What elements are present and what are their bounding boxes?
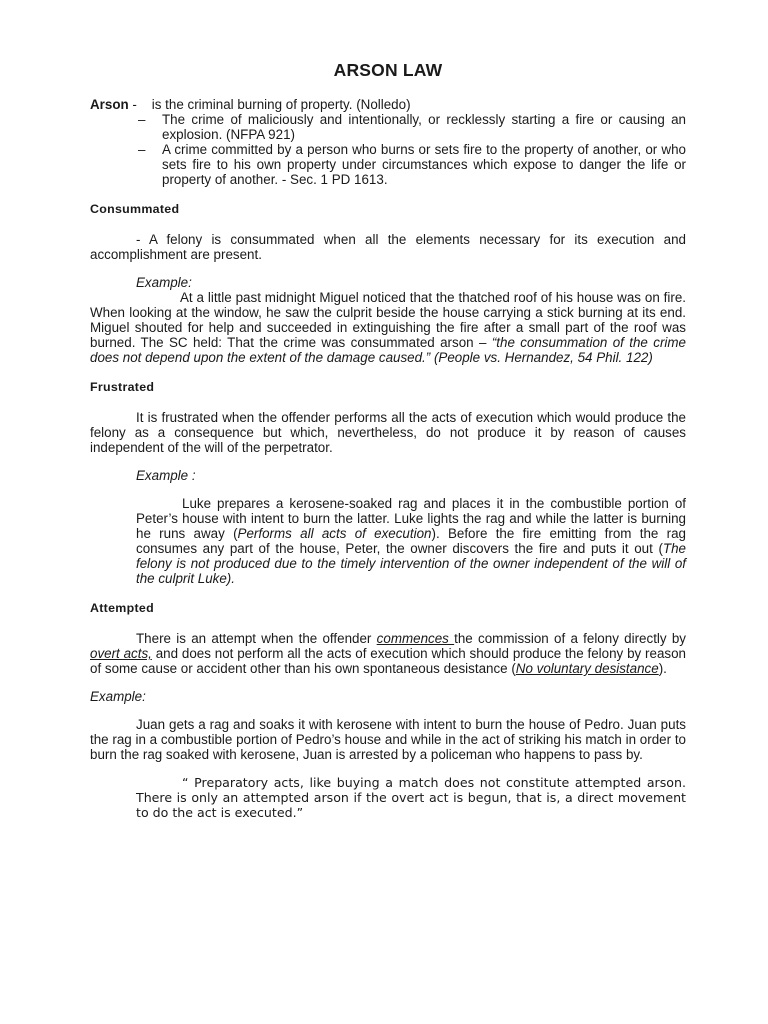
attempted-example-label: Example: [90,689,146,704]
attempted-def-part1: There is an attempt when the offender [136,631,377,646]
arson-definition [90,97,686,112]
attempted-def-part3: and does not perform all the acts of execution which should produce the felony by reason of some cause or accident other than his own spontaneous desistance ( [90,646,686,676]
attempted-definition [90,631,686,676]
frustrated-heading: Frustrated [90,380,155,394]
consummated-definition: - A felony is consummated when all the elements necessary for its execution and accomplishment are present. [90,232,686,262]
arson-term: Arson [90,97,129,112]
frustrated-example-part2: ). Before the fire emitting from the rag consumes any part of the house, Peter, the owner discovers the fire and puts it out ( [136,526,687,556]
consummated-example [90,290,686,365]
frustrated-example-label: Example : [136,468,196,483]
arson-definition-item [138,142,686,187]
arson-definition-text: is the criminal burning of property. (Nolledo) [151,97,411,112]
consummated-heading: Consummated [90,202,180,216]
arson-definition-item [138,112,686,142]
consummated-example-label: Example: [136,275,192,290]
arson-item-text: A crime committed by a person who burns or sets fire to the property of another, or who sets fire to his own property under circumstances which expose to danger the life or property of another. - Sec. 1 PD 1613. [162,142,686,187]
attempted-def-commences: commences [376,631,455,646]
page-title: ARSON LAW [333,60,443,80]
attempted-heading: Attempted [90,601,154,615]
list-bullet: – [138,142,146,157]
consummated-example-quote: “the consummation of the crime does not depend upon the extent of the damage caused.” (People vs. Hernandez, 54 Phil. 122) [90,335,686,365]
frustrated-example [90,496,686,586]
consummated-example-text: At a little past midnight Miguel noticed that the thatched roof of his house was on fire. When looking at the window, he saw the culprit beside the house carrying a stick burning at its end. Miguel shouted for help and succeeded in extinguishing the fire after a small part of the roof was burned. The SC held: That the crime was consummated arson – [90,290,686,350]
frustrated-example-italic1: Performs all acts of execution [237,526,432,541]
attempted-def-no-voluntary-desistance: No voluntary desistance [515,661,659,676]
frustrated-example-part1: Luke prepares a kerosene-soaked rag and places it in the combustible portion of Peter’s house with intent to burn the latter. Luke lights the rag and while the latter is burning he runs away ( [136,496,686,541]
attempted-quote: “ Preparatory acts, like buying a match does not constitute attempted arson. There is only an attempted arson if the overt act is begun, that is, a direct movement to do the act is executed.” [136,775,686,820]
arson-item-text: The crime of maliciously and intentionally, or recklessly starting a fire or causing an explosion. (NFPA 921) [162,112,686,142]
attempted-def-part4: ). [658,661,667,676]
arson-term-dash: - [128,97,137,112]
frustrated-definition: It is frustrated when the offender performs all the acts of execution which would produce the felony as a consequence but which, nevertheless, do not produce it by reason of causes independent of the will of the perpetrator. [90,410,686,455]
attempted-def-overt-acts: overt acts, [90,646,152,661]
arson-definition-list [90,112,686,187]
attempted-example: Juan gets a rag and soaks it with kerosene with intent to burn the house of Pedro. Juan puts the rag in a combustible portion of Pedro’s house and while in the act of striking his match in order to burn the rag soaked with kerosene, Juan is arrested by a policeman who happens to pass by. [90,717,686,762]
list-bullet: – [138,112,146,127]
frustrated-example-italic2: The felony is not produced due to the timely intervention of the owner independent of the will of the culprit Luke). [136,541,686,586]
attempted-def-part2: the commission of a felony directly by [454,631,687,646]
